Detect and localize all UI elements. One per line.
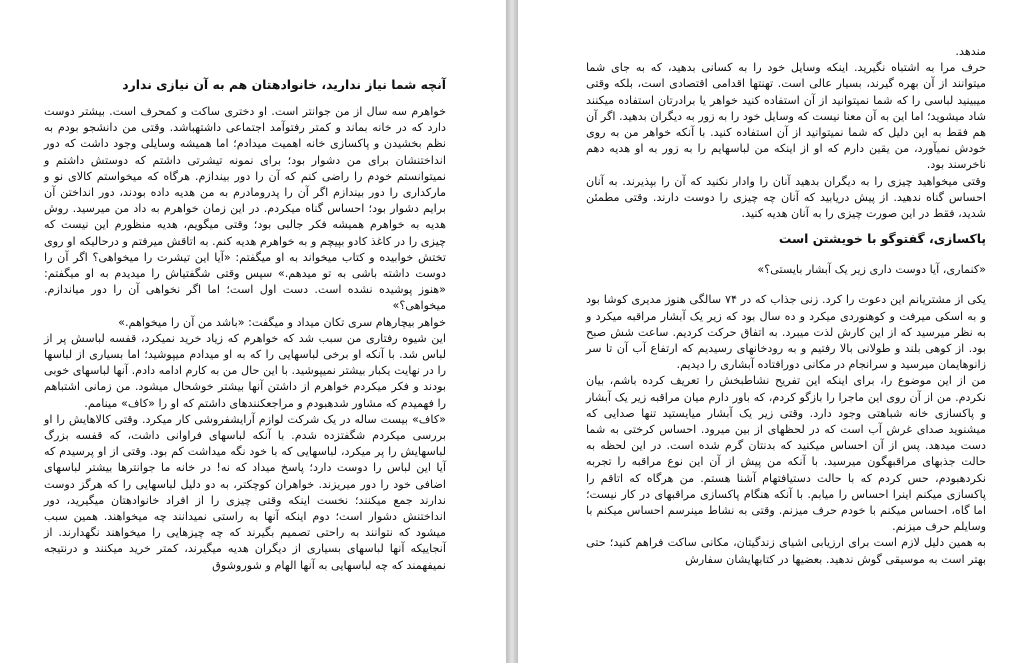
paragraph: خواهر بیچارهام سری تکان میداد و میگفت: «باشد من آن را میخواهم.» xyxy=(118,315,446,329)
paragraph: «کاف» بیست ساله در یک شرکت لوازم آرایشفروشی کار میکرد. وقتی کالاهایش را او بررسی میکردم شگفتزده شدم. با آنکه لباسهای فراوانی داشت، که قفسه بزرگ لباسهایش را پر میکرد، لباسهایی که با خود نگه میداشت کم بود. وقتی از او پرسیدم که آیا این لباس را دوست دارد؛ پاسخ میداد که نه! در خانه ما جوانترها بیشتر لباسهای اضافی خود را دور میریزند. خواهران کوچکتر، به دو دلیل لباسهایی را که هرگز دوست ندارند جمع میکنند؛ نخست اینکه وقتی چیزی را از افراد خانوادهتان میگیرید، دور انداختنش دشوار است؛ دوم اینکه آنها به راستی نمیدانند چه میخواهند. همین سبب میشود که نتوانند به راحتی تصمیم بگیرند که چه چیزهایی را میخواهند نگهدارند. از آنجاییکه آنها لباسهای بسیاری از دیگران هدیه میگیرند، کمتر خرید میکنند و درنتیجه نمیفهمند که چه لباسهایی به آنها الهام و شوروشوق xyxy=(44,412,446,572)
paragraph: من از این موضوع را، برای اینکه این تفریح نشاطبخش را تعریف کرده باشم، بیان نکردم. من از آن روی این ماجرا را بازگو کردم، که باور دارم میان مراقبه زیر یک آبشار و پاکسازی خانه شباهتی وجود دارد. وقتی زیر یک آبشار میایستید تنها صدایی که میشنوید صدای غرش آب است که در لحظهای از بین میرود. احساس کرختی به شما دست میدهد. پس از آن احساس میکنید که بدنتان گرم شده است. در این لحظه به حالت جذبهای مراقبهگون میرسید. با آنکه من پیش از آن این نوع مراقبه را تجربه نکردهبودم، حس کردم که با حالت دستیافتهام آشنا هستم. من هرگاه که اتاقم را پاکسازی میکنم اینرا احساس را میابم. با آنکه هنگام پاکسازی مراقبهای در کار نیست؛ اما گاه، احساس میکنم با خودم حرف میزنم. وقتی به نشاط مینرسم احساس میکنم با وسایلم حرف میزنم. xyxy=(586,374,986,534)
paragraph: به همین دلیل لازم است برای ارزیابی اشیای زندگیتان، مکانی ساکت فراهم کنید؛ حتی بهتر است به موسیقی گوش ندهید. بعضیها در کتابهایشان سفارش xyxy=(586,536,986,566)
paragraph: مندهد. xyxy=(955,45,986,58)
paragraph: این شیوه رفتاری من سبب شد که خواهرم که زیاد خرید نمیکرد، قفسه لباسش پر از لباس شد. با آنکه او برخی لباسهایی را که به او میدادم میپوشید؛ اما بسیاری از لباسها را در نهایت یکبار بیشتر نمیپوشید. با این حال من به کارم ادامه دادم. آنها لباسهای خوبی بودند و فکر میکردم خواهرم از داشتن آنها بیشتر خوشحال میشود. من زمانی اشتباهم را فهمیدم که مشاور شدهبودم و مراجعکنندهای داشتم که او را «کاف» مینامم. xyxy=(44,331,446,410)
section-heading: آنچه شما نیاز ندارید، خانوادهتان هم به آن نیازی ندارد xyxy=(122,77,446,92)
left-page-text xyxy=(44,76,446,574)
right-page xyxy=(518,0,1024,663)
section-heading: پاکسازی، گفتوگو با خویشتن است xyxy=(778,231,986,247)
paragraph: یکی از مشتریانم این دعوت را کرد. زنی جذاب که در ۷۴ سالگی هنوز مدیری کوشا بود و به اسکی میرفت و کوهنوردی میکرد و ده سال بود که زیر یک آبشار مراقبه میکرد و به نظر میرسید که از این کارش لذت میبرد. به اتفاق حرکت کردیم. ساعت شش صبح بود. از کوهی بلند و طولانی بالا رفتیم و به رودخانهای رسیدیم که ارتفاع آب آن تا سر زانوهایمان میرسید و سرانجام در مکانی دورافتاده آبشاری را دیدیم. xyxy=(586,293,986,372)
right-page-text xyxy=(586,44,986,568)
quote: «کنماری، آیا دوست داری زیر یک آبشار بایستی؟» xyxy=(757,263,986,277)
left-page xyxy=(0,0,506,663)
paragraph: حرف مرا به اشتباه نگیرید. اینکه وسایل خود را به کسانی بدهید، که به جای شما میتوانند از آن بهره گیرند، بسیار عالی است. تهنتها اقدامی اقتصادی است، بلکه وقتی میبینید لباسی را که شما نمیتوانید از آن استفاده کنید خواهر یا برادرتان استفاده میکنند شاد میشوید؛ اما این به آن معنا نیست که وسایل خود را به زور به دیگران بدهید. اگر آن هم فقط به این دلیل که شما نمیتوانید از آن استفاده کنید. با آنکه خواهر من به روی خودش نمیآورد، من یقین دارم که او از اینکه من لباسهایم را به زور به او هدیه دهم ناخرسند بود. xyxy=(586,61,986,172)
paragraph: وقتی میخواهید چیزی را به دیگران بدهید آنان را وادار نکنید که آن را بپذیرند. به آنان احساس گناه ندهید. از پیش دریابید که آنان چه چیزی را دوست دارند. وقتی مطمئن شدید، فقط در این صورت چیزی را به آنان هدیه کنید. xyxy=(586,174,986,221)
paragraph: خواهرم سه سال از من جوانتر است. او دختری ساکت و کمحرف است. بیشتر دوست دارد که در خانه بماند و کمتر رفتوآمد اجتماعی داشتهباشد. وقتی من دانشجو بودم به نظم بخشیدن و پاکسازی خانه اهمیت میدادم؛ اما همیشه وسایلی وجود داشت که دور انداختنشان برای من دشوار بود؛ برای نمونه تیشرتی داشتم که دوستش داشتم و نمیتوانستم خودم را راضی کنم که آن را دور بیندازم. هرگاه که میخواستم کالای نو و مارکداری را دور بیندازم اگر آن را پدرومادرم به من هدیه داده بودند، دور انداختن آن برایم دشوار بود؛ احساس گناه میکردم. در این زمان خواهرم به داد من میرسید. روش هدیه به خواهرم همیشه فکر جالبی بود؛ وقتی میگویم، هدیه منظورم این نیست که چیزی را در کاغذ کادو بپیچم و به خواهرم هدیه کنم. به اتاقش میرفتم و درحالیکه او روی تختش خوابیده و کتاب میخواند به او میگفتم: «آیا این تیشرت را میخواهی؟ اگر آن را دوست داشته باشی به تو میدهم.» سپس وقتی شگفتیاش را میدیدم به او میگفتم: «هنوز پوشیده نشده است. دست اول است؛ اما اگر نخواهی آن را دور میاندازم. میخواهی؟» xyxy=(44,105,446,313)
book-gutter xyxy=(506,0,518,663)
